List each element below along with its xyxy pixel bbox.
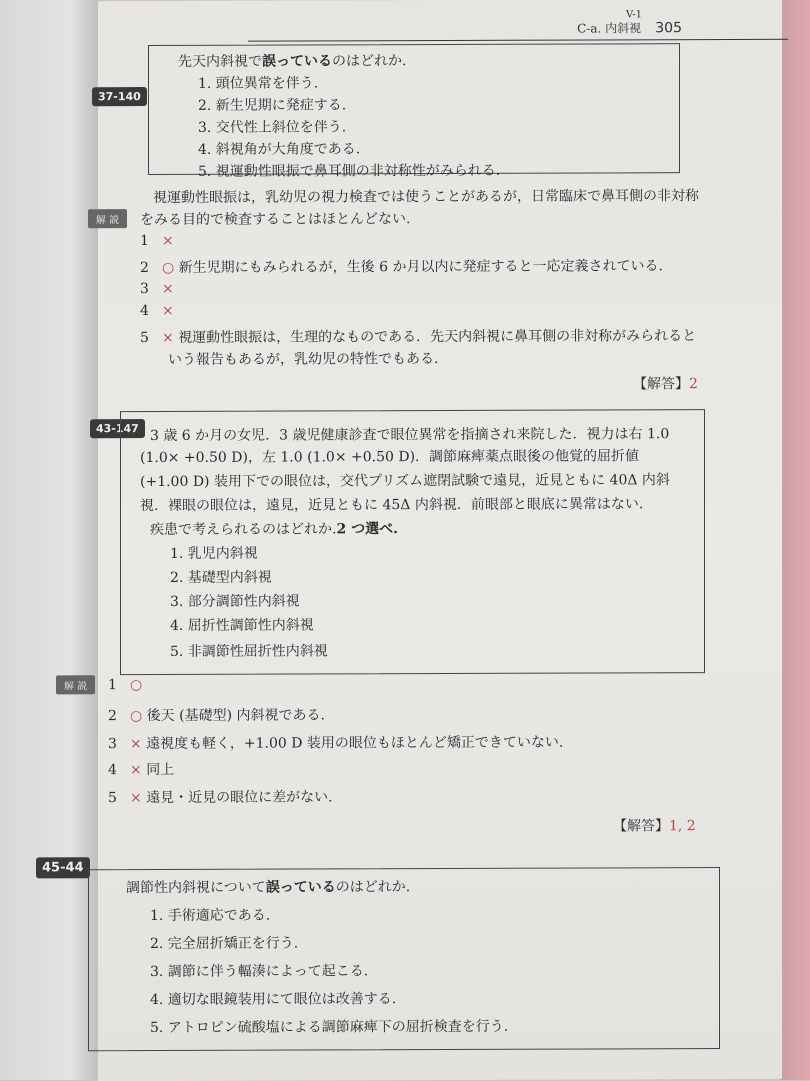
page-number: 305 <box>655 20 682 37</box>
book-page <box>42 0 782 1081</box>
option: 2. 新生児期に発症する. <box>198 97 347 114</box>
option: 1. 手術適応である. <box>150 907 271 925</box>
question-ask: 疾患で考えられるのはどれか.2 つ選べ. <box>150 521 398 539</box>
question-stem: 視．裸眼の眼位は，遠見，近見ともに 45Δ 内斜視．前眼部と眼底に異常はない. <box>140 496 644 515</box>
left-page <box>0 0 100 1080</box>
option: 5. 非調節性屈折性内斜視 <box>170 643 328 660</box>
option: 2. 基礎型内斜視 <box>170 569 272 586</box>
option: 3. 部分調節性内斜視 <box>170 593 300 610</box>
question-stem: 調節性内斜視について誤っているのはどれか. <box>126 879 411 897</box>
option: 2. 完全屈折矯正を行う. <box>150 935 299 953</box>
header-rule <box>248 39 788 42</box>
explanation-text: 視運動性眼振は，乳幼児の視力検査では使うことがあるが，日常臨床で鼻耳側の非対称 <box>153 188 699 207</box>
explanation-item: 2 ○ 後天 (基礎型) 内斜視である. <box>108 707 325 725</box>
explanation-item: 3 × <box>140 280 174 298</box>
section-title: C-a. 内斜視 <box>577 21 642 36</box>
option: 3. 交代性上斜位を伴う. <box>198 119 347 136</box>
explanation-text: をみる目的で検査することはほとんどない. <box>140 211 411 229</box>
explanation-label: 解 説 <box>56 675 95 694</box>
page-header <box>577 9 682 37</box>
explanation-item: 4 × 同上 <box>108 761 175 779</box>
question-stem: (+1.00 D) 装用下での眼位は，交代プリズム遮閉試験で遠見，近見ともに 40Δ 内斜 <box>140 472 670 491</box>
explanation-item: 1 × <box>140 232 174 250</box>
explanation-label: 解 説 <box>88 209 127 228</box>
question-stem: 3 歳 6 か月の女児．3 歳児健康診査で眼位異常を指摘され来院した．視力は右 1.0 <box>150 426 670 445</box>
option: 4. 屈折性調節性内斜視 <box>170 617 314 634</box>
option: 5. 視運動性眼振で鼻耳側の非対称性がみられる. <box>198 162 501 180</box>
explanation-item: 5 × 遠見・近見の眼位に差がない. <box>108 789 333 807</box>
explanation-item: 5 × 視運動性眼振は，生理的なものである．先天内斜視に鼻耳側の非対称がみられると <box>140 328 697 347</box>
question-id-badge: 45-44 <box>36 857 90 878</box>
question-stem: 先天内斜視で誤っているのはどれか. <box>178 53 407 70</box>
question-stem: (1.0× +0.50 D)，左 1.0 (1.0× +0.50 D)．調節麻痺薬点眼後の他覚的屈折値 <box>140 448 640 467</box>
explanation-item: 4 × <box>140 302 174 320</box>
pink-strip <box>780 0 810 1080</box>
question-id-badge: 37-140 <box>92 87 147 106</box>
chapter-number: V-1 <box>625 9 642 21</box>
option: 4. 適切な眼鏡装用にて眼位は改善する. <box>150 991 397 1009</box>
option: 5. アトロピン硫酸塩による調節麻痺下の屈折検査を行う. <box>150 1018 509 1037</box>
option: 3. 調節に伴う輻湊によって起こる. <box>150 963 369 981</box>
answer: 【解答】1, 2 <box>613 818 696 835</box>
explanation-item: 1 ○ <box>108 677 143 694</box>
option: 1. 乳児内斜視 <box>170 545 258 562</box>
option: 1. 頭位異常を伴う. <box>198 75 319 92</box>
option: 4. 斜視角が大角度である. <box>198 141 361 158</box>
explanation-item: 2 ○ 新生児期にもみられるが，生後 6 か月以内に発症すると一応定義されている. <box>140 258 663 277</box>
explanation-item: 3 × 遠視度も軽く，+1.00 D 装用の眼位もほとんど矯正できていない. <box>108 734 564 753</box>
explanation-text: いう報告もあるが，乳幼児の特性でもある. <box>168 351 439 368</box>
question-id-badge: 43-147 <box>90 419 145 438</box>
answer: 【解答】2 <box>633 376 698 393</box>
